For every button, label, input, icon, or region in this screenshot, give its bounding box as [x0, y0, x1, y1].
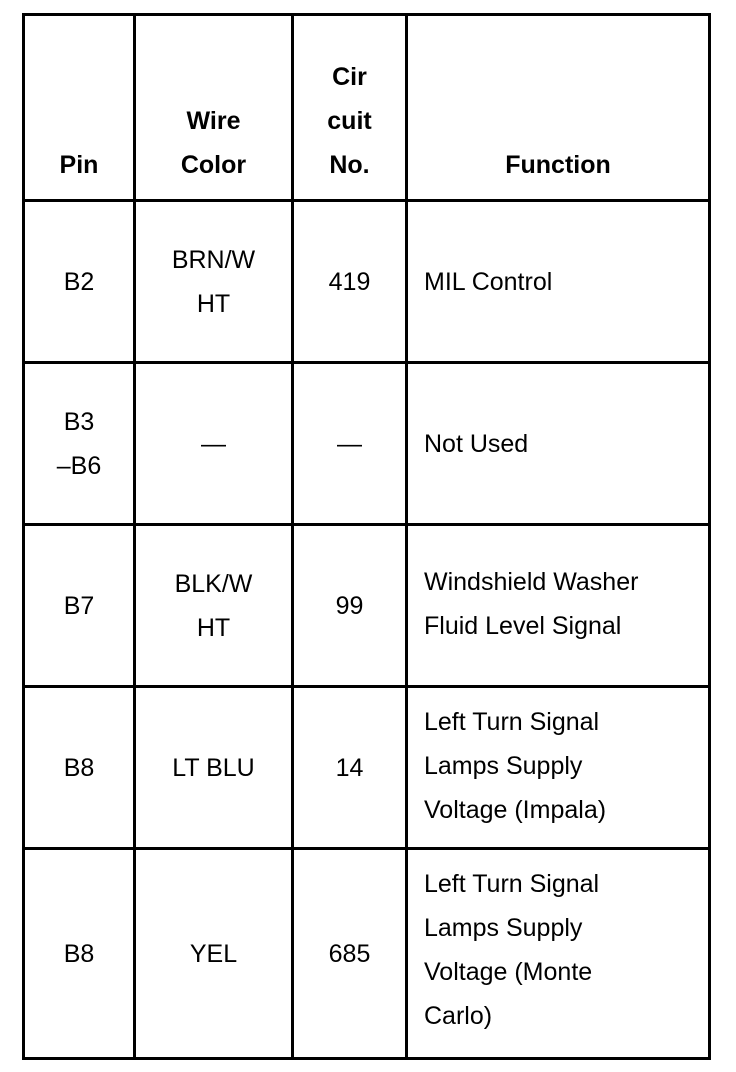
cell-circuit-no: 14: [293, 687, 407, 849]
header-circuit-no: Cir cuit No.: [293, 15, 407, 201]
cell-wire-color: —: [135, 363, 293, 525]
cell-pin: B8: [24, 687, 135, 849]
table-row: [24, 525, 710, 687]
header-row: [24, 15, 710, 201]
table-row: [24, 363, 710, 525]
table-row: [24, 687, 710, 849]
cell-wire-color: BRN/W HT: [135, 201, 293, 363]
cell-pin: B8: [24, 849, 135, 1059]
header-function: Function: [407, 15, 710, 201]
cell-function: Left Turn Signal Lamps Supply Voltage (Monte Carlo): [407, 849, 710, 1059]
cell-wire-color: BLK/W HT: [135, 525, 293, 687]
cell-wire-color: YEL: [135, 849, 293, 1059]
table-row: [24, 849, 710, 1059]
cell-pin: B2: [24, 201, 135, 363]
cell-wire-color: LT BLU: [135, 687, 293, 849]
header-pin: Pin: [24, 15, 135, 201]
cell-function: MIL Control: [407, 201, 710, 363]
header-wire-color: Wire Color: [135, 15, 293, 201]
cell-pin: B3 –B6: [24, 363, 135, 525]
table-row: [24, 201, 710, 363]
pinout-table: [22, 13, 711, 1060]
cell-function: Left Turn Signal Lamps Supply Voltage (Impala): [407, 687, 710, 849]
cell-circuit-no: 685: [293, 849, 407, 1059]
cell-circuit-no: —: [293, 363, 407, 525]
cell-function: Windshield Washer Fluid Level Signal: [407, 525, 710, 687]
cell-circuit-no: 419: [293, 201, 407, 363]
cell-pin: B7: [24, 525, 135, 687]
cell-circuit-no: 99: [293, 525, 407, 687]
cell-function: Not Used: [407, 363, 710, 525]
